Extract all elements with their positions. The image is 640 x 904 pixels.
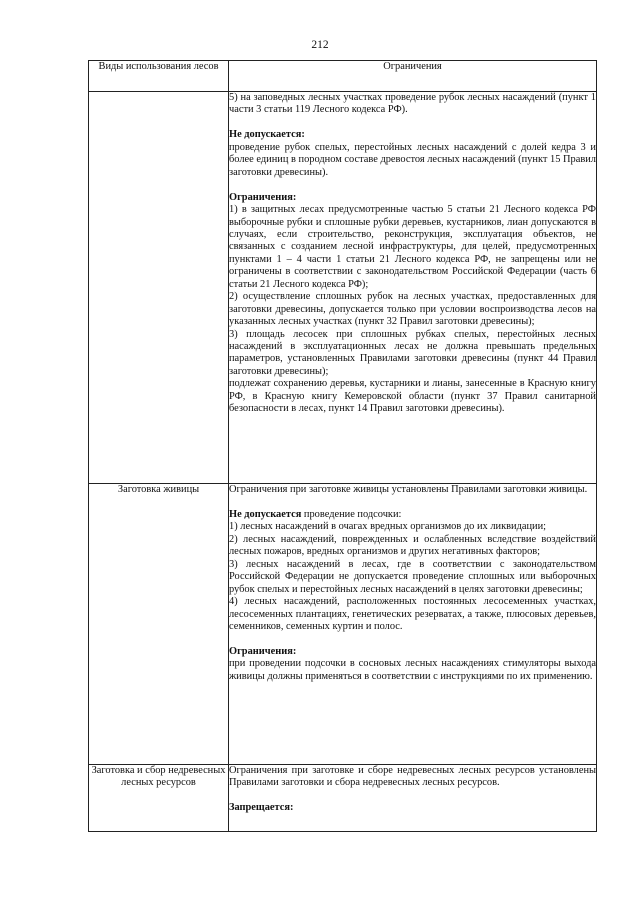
section-heading: Ограничения: bbox=[229, 645, 297, 657]
page-number: 212 bbox=[311, 39, 329, 51]
restrictions-cell bbox=[229, 484, 597, 765]
list-item: 2) осуществление сплошных рубок на лесных участках, предоставленных для заготовки древесины, допускается только при условии воспроизводства лесов на указанных лесных участках (пункт 32 Правил заготовки древесины); bbox=[229, 291, 596, 328]
restrictions-cell bbox=[229, 765, 597, 832]
list-item: подлежат сохранению деревья, кустарники и лианы, занесенные в Красную книгу РФ, в Красную книгу Кемеровской области (пункт 37 Правил санитарной безопасности в лесах, пункт 14 Правил заготовки древесины). bbox=[229, 378, 596, 415]
list-item: 1) лесных насаждений в очагах вредных организмов до их ликвидации; bbox=[229, 521, 547, 533]
restrictions-cell bbox=[229, 92, 597, 484]
section-heading: Запрещается: bbox=[229, 802, 294, 814]
paragraph: 5) на заповедных лесных участках проведение рубок лесных насаждений (пункт 1 части 3 статьи 119 Лесного кодекса РФ). bbox=[229, 92, 596, 116]
table-row bbox=[89, 92, 597, 484]
forest-use-type-cell: Заготовка и сбор недревесных лесных ресурсов bbox=[89, 765, 229, 832]
paragraph: при проведении подсочки в сосновых лесных насаждениях стимуляторы выхода живицы должны применяться в соответствии с инструкциями по их применению. bbox=[229, 658, 596, 682]
section-heading: Не допускается: bbox=[229, 129, 305, 141]
table-header-row bbox=[89, 61, 597, 92]
forest-use-type-cell: Заготовка живицы bbox=[89, 484, 229, 765]
paragraph: Ограничения при заготовке живицы установлены Правилами заготовки живицы. bbox=[229, 484, 588, 495]
list-item: 3) площадь лесосек при сплошных рубках спелых, перестойных лесных насаждений в эксплуатационных лесах не должна превышать предельных параметров, установленных Правилами заготовки древесины (пункт 44 Правил заготовки древесины); bbox=[229, 328, 596, 377]
paragraph: Ограничения при заготовке и сборе недревесных лесных ресурсов установлены Правилами заготовки и сбора недревесных лесных ресурсов. bbox=[229, 765, 596, 789]
list-item: 4) лесных насаждений, расположенных постоянных лесосеменных участках, лесосеменных плантациях, генетических резерватах, а также, плюсовых деревьев, семенников, семенных куртин и полос. bbox=[229, 596, 596, 632]
list-item: 1) в защитных лесах предусмотренные частью 5 статьи 21 Лесного кодекса РФ выборочные рубки и сплошные рубки деревьев, кустарников, лиан допускаются в случаях, если строительство, реконструкция, эксплуатация объектов, не связанных с созданием лесной инфраструктуры, для целей, предусмотренных пунктами 1 – 4 части 1 статьи 21 Лесного кодекса РФ, не запрещены или не ограничены в соответствии с законодательством Российской Федерации (часть 6 статьи 21 Лесного кодекса РФ); bbox=[229, 204, 596, 290]
table-row bbox=[89, 484, 597, 765]
paragraph: проведение рубок спелых, перестойных лесных насаждений с долей кедра 3 и более единиц в породном составе древостоя лесных насаждений (пункт 15 Правил заготовки древесины). bbox=[229, 141, 596, 178]
table-row bbox=[89, 765, 597, 832]
paragraph bbox=[229, 509, 596, 521]
section-heading: Ограничения: bbox=[229, 191, 297, 203]
restrictions-table bbox=[88, 60, 597, 832]
list-item: 3) лесных насаждений в лесах, где в соответствии с законодательством Российской Федерации не допускается проведение сплошных или выборочных рубок спелых и перестойных лесных насаждений в целях заготовки древесины; bbox=[229, 558, 596, 595]
forest-use-type-cell bbox=[89, 92, 229, 484]
list-item: 2) лесных насаждений, поврежденных и ослабленных вследствие воздействий лесных пожаров, вредных организмов и других негативных факторов; bbox=[229, 533, 596, 558]
header-restrictions: Ограничения bbox=[229, 61, 597, 92]
heading-continuation: проведение подсочки: bbox=[301, 508, 402, 520]
header-forest-use-types: Виды использования лесов bbox=[89, 61, 229, 92]
section-heading: Не допускается bbox=[229, 508, 302, 520]
